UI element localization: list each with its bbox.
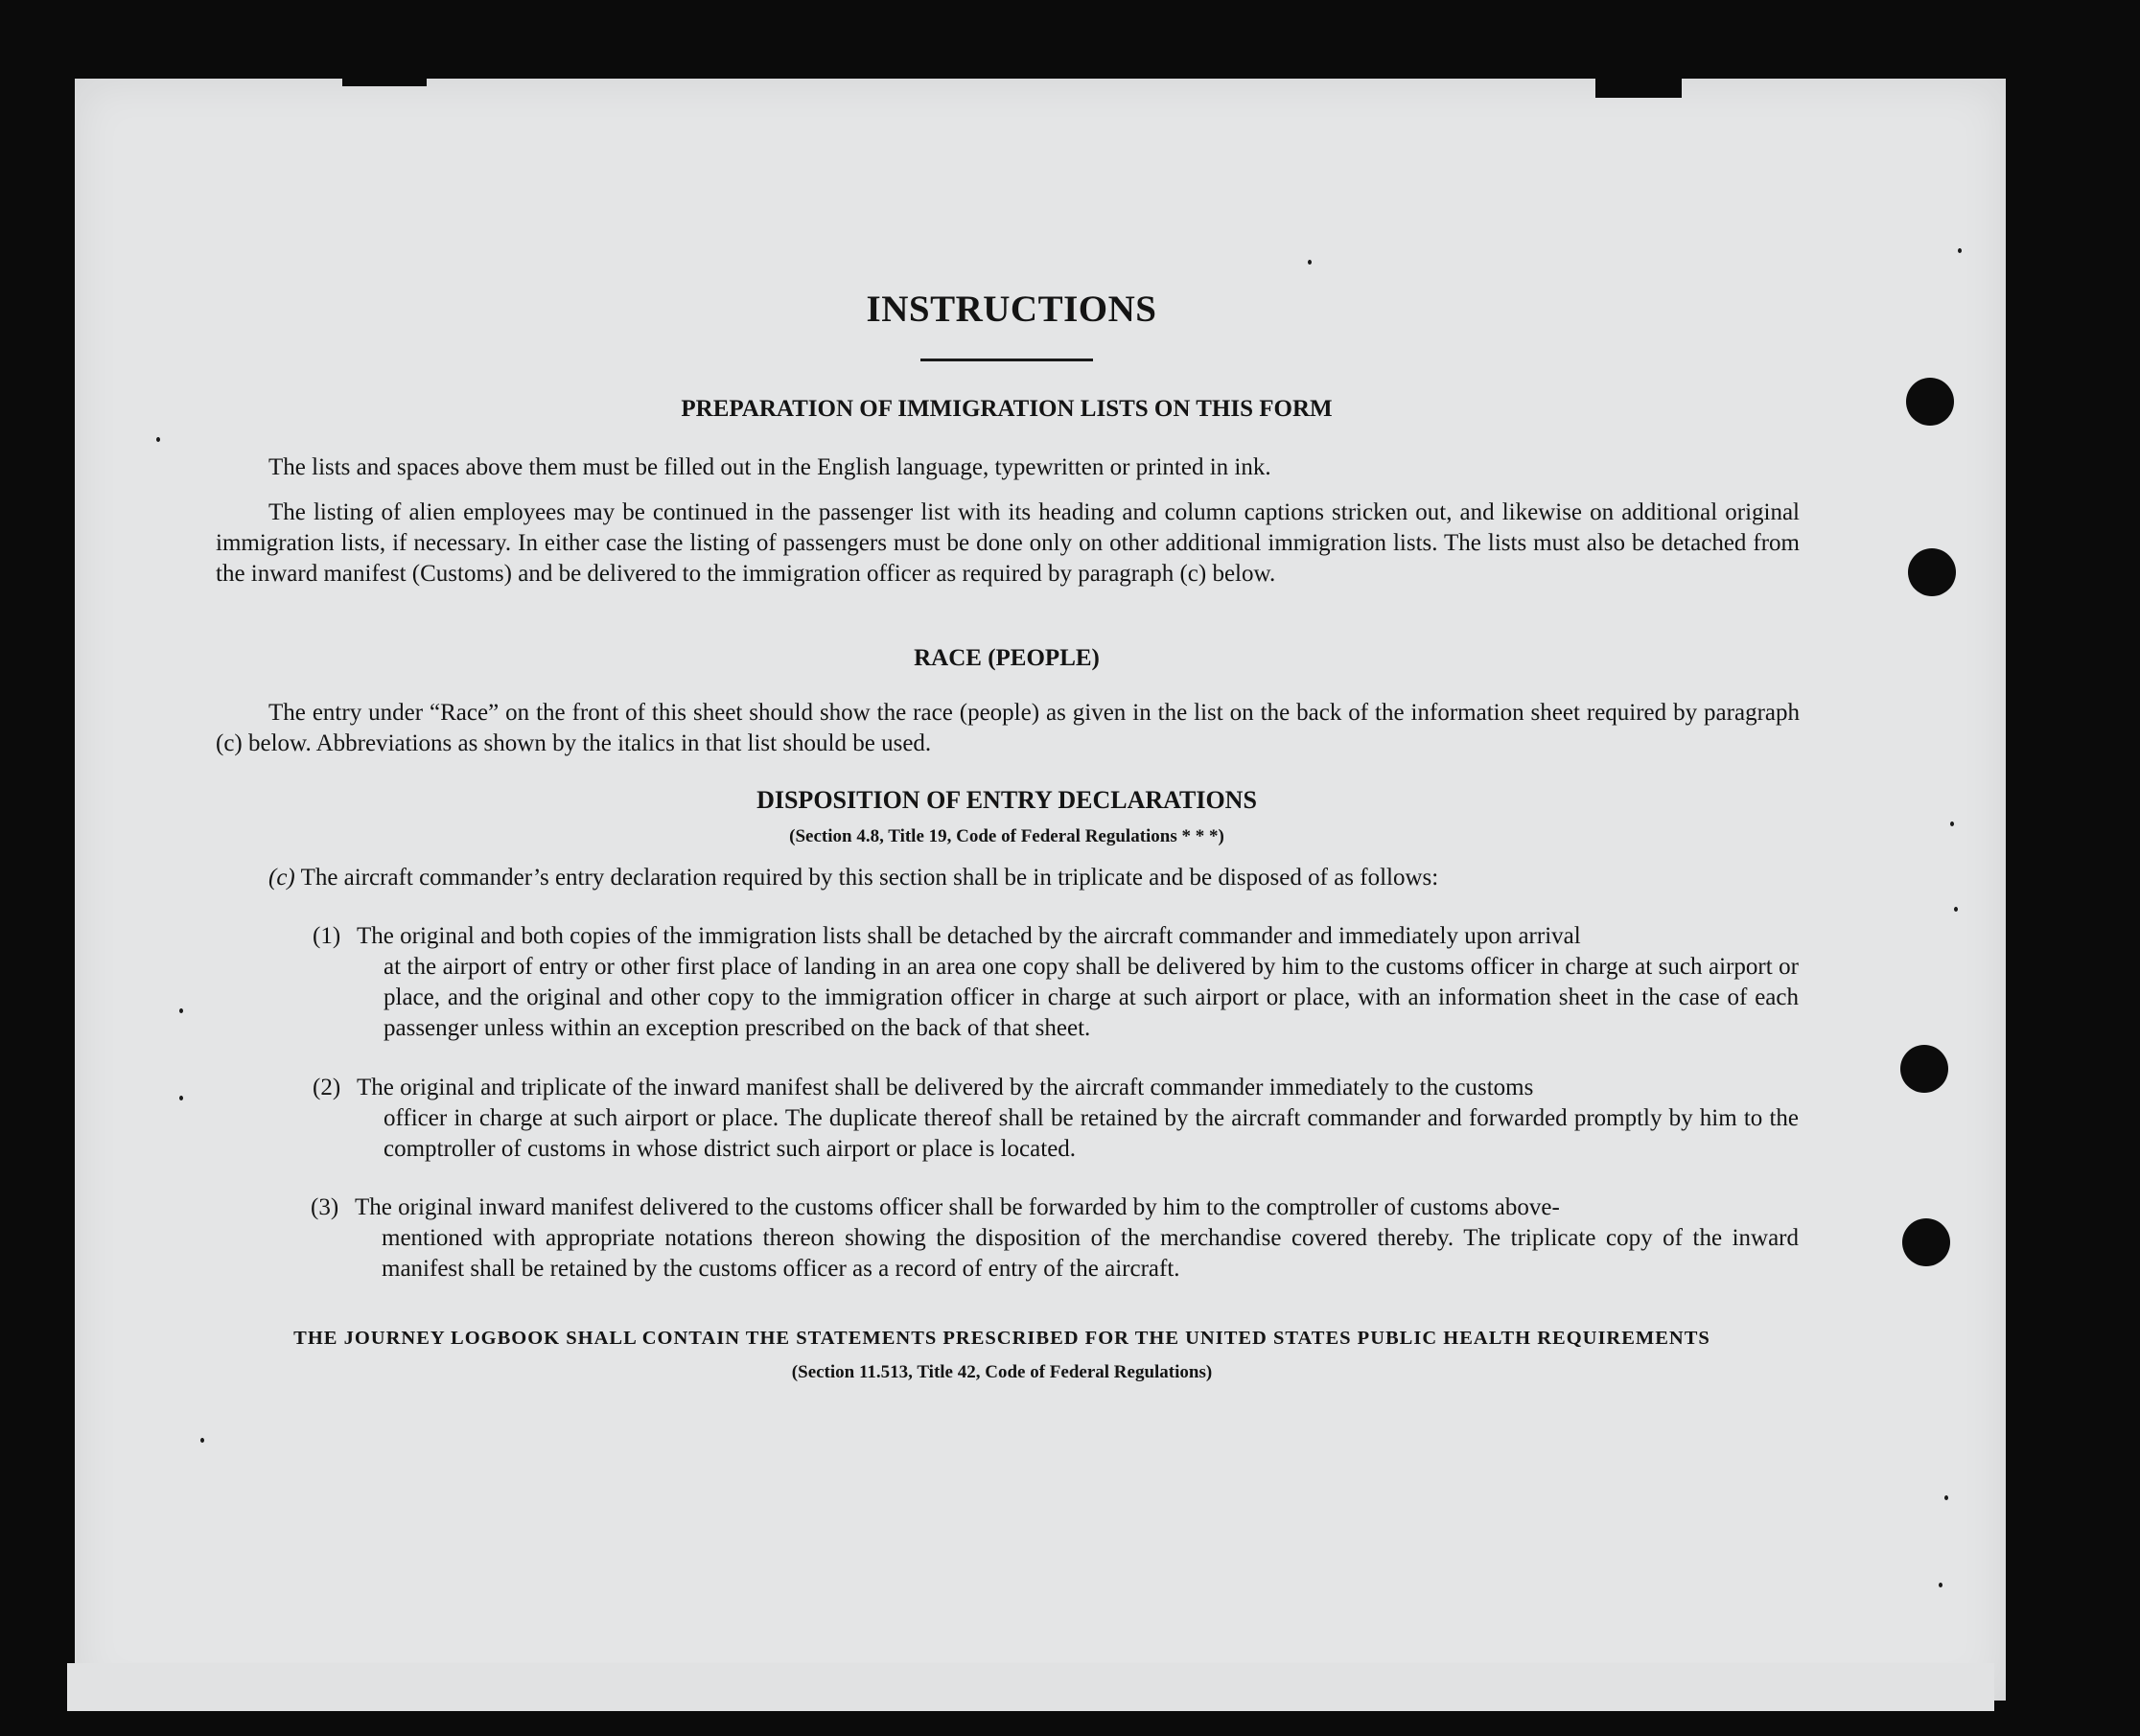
item-first-line: The original and triplicate of the inward manifest shall be delivered by the aircraft commander immediately to the customs bbox=[357, 1075, 1534, 1100]
item-continuation: at the airport of entry or other first place of landing in an area one copy shall be delivered by him to the customs officer in charge at such airport or place, and the original and other copy to the immigration officer in charge at such airport or place, with an information sheet in the case of each passenger unless within an exception prescribed on the back of that sheet. bbox=[384, 954, 1799, 1041]
paragraph-c-marker: (c) bbox=[268, 865, 295, 891]
health-requirements-statement: THE JOURNEY LOGBOOK SHALL CONTAIN THE STATEMENTS PRESCRIBED FOR THE UNITED STATES PUBLIC HEALTH REQUIREMENTS bbox=[293, 1328, 1710, 1349]
heading-race: RACE (PEOPLE) bbox=[914, 645, 1100, 671]
race-paragraph: The entry under “Race” on the front of this sheet should show the race (people) as given in the list on the back of the information sheet required by paragraph (c) below. Abbreviations as shown by the italics in that list should be used. bbox=[216, 700, 1800, 756]
health-regulation-note: (Section 11.513, Title 42, Code of Federal Regulations) bbox=[791, 1362, 1213, 1382]
heading-preparation: PREPARATION OF IMMIGRATION LISTS ON THIS FORM bbox=[681, 396, 1333, 422]
item-first-line: The original and both copies of the immigration lists shall be detached by the aircraft commander and immediately upon arrival bbox=[357, 923, 1581, 949]
heading-disposition: DISPOSITION OF ENTRY DECLARATIONS bbox=[756, 786, 1257, 814]
prep-paragraph-1: The lists and spaces above them must be filled out in the English language, typewritten or printed in ink. bbox=[268, 454, 1271, 480]
disposition-regulation-note: (Section 4.8, Title 19, Code of Federal Regulations * * *) bbox=[789, 826, 1224, 846]
item-text bbox=[357, 1073, 1799, 1165]
prep-paragraph-2: The listing of alien employees may be continued in the passenger list with its heading and column captions stricken out, and likewise on additional original immigration lists, if necessary. In either case the listing of passengers must be done only on other additional immigration lists. The lists must also be detached from the inward manifest (Customs) and be delivered to the immigration officer as required by paragraph (c) below. bbox=[216, 499, 1800, 587]
item-number: (3) bbox=[311, 1194, 339, 1220]
item-text bbox=[355, 1192, 1799, 1285]
item-text bbox=[357, 921, 1799, 1044]
item-number: (2) bbox=[313, 1075, 341, 1100]
item-continuation: mentioned with appropriate notations thereon showing the disposition of the merchandise covered thereby. The triplicate copy of the inward manifest shall be retained by the customs officer as a record of entry of the aircraft. bbox=[382, 1225, 1799, 1282]
item-continuation: officer in charge at such airport or place. The duplicate thereof shall be retained by the aircraft commander and forwarded promptly by him to the comptroller of customs in whose district such airport or place is located. bbox=[384, 1105, 1799, 1162]
page-title: INSTRUCTIONS bbox=[866, 289, 1157, 330]
title-rule bbox=[920, 359, 1093, 361]
item-number: (1) bbox=[313, 923, 341, 949]
disposition-intro-text: The aircraft commander’s entry declaration required by this section shall be in triplicate and be disposed of as follows: bbox=[300, 865, 1439, 891]
disposition-intro bbox=[268, 863, 1803, 893]
item-first-line: The original inward manifest delivered to the customs officer shall be forwarded by him to the comptroller of customs above- bbox=[355, 1194, 1560, 1220]
